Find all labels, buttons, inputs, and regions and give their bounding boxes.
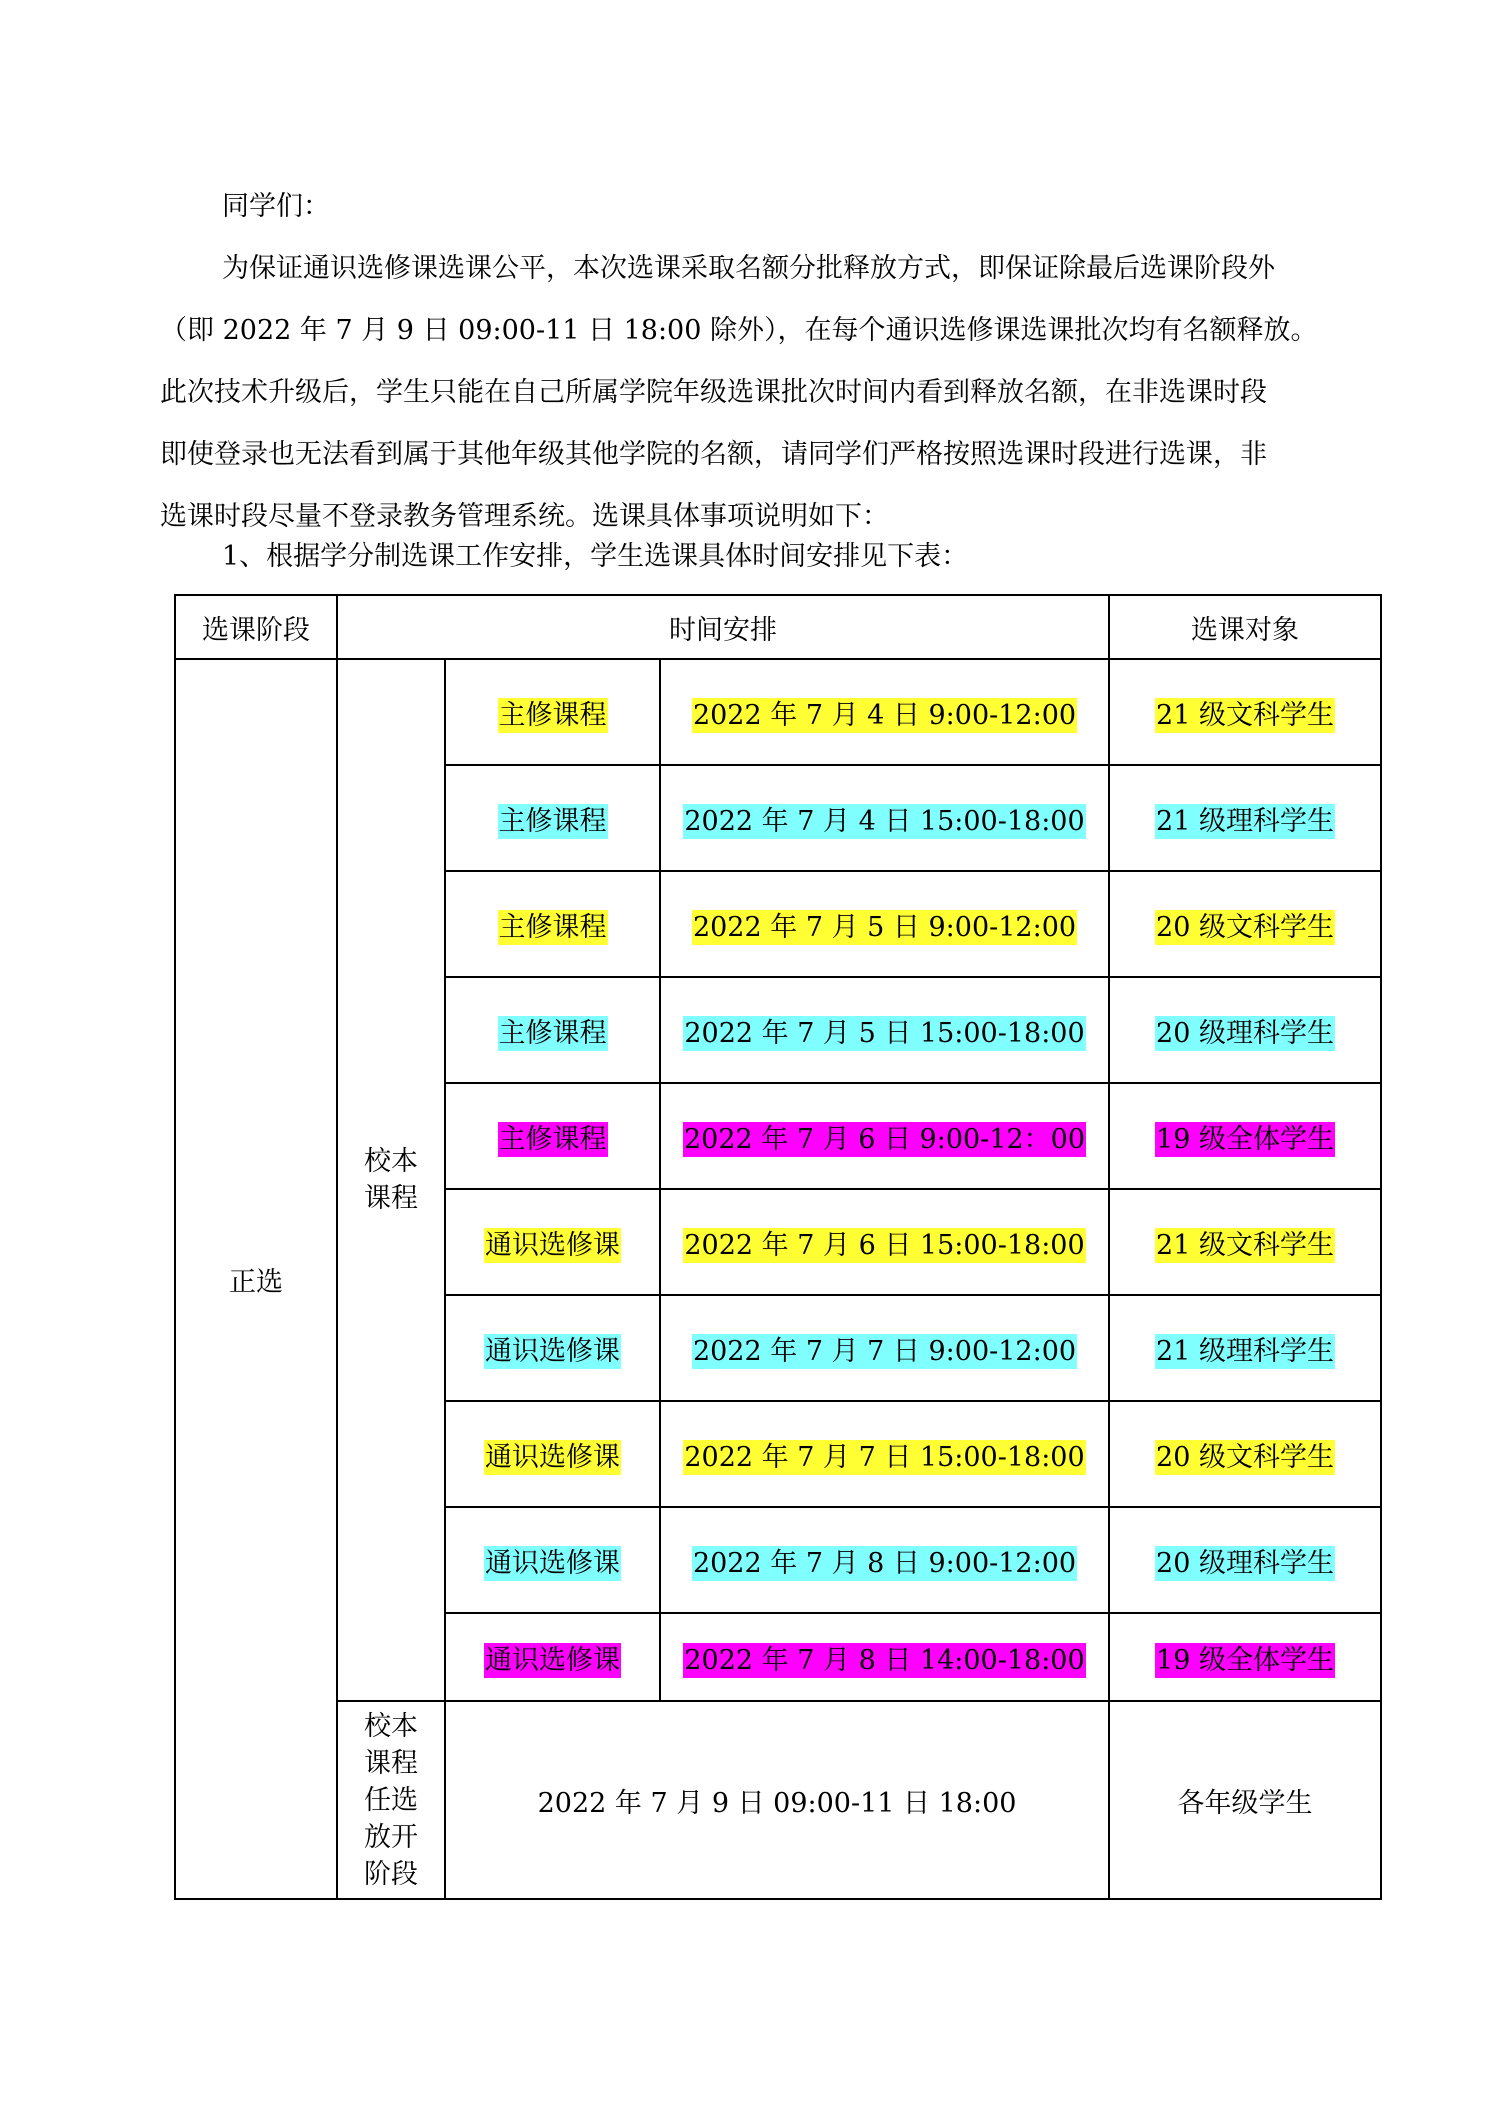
course-label: 主修课程 — [498, 805, 607, 837]
stage-cell: 正选 — [175, 659, 337, 1899]
course-label: 主修课程 — [498, 1123, 607, 1155]
time-cell — [660, 1295, 1109, 1401]
time-label: 2022 年 7 月 6 日 15:00-18:00 — [684, 1229, 1085, 1261]
table-row-any — [175, 1701, 1381, 1899]
target-label: 21 级理科学生 — [1156, 1335, 1334, 1367]
time-label: 2022 年 7 月 7 日 9:00-12:00 — [692, 1335, 1077, 1367]
course-label: 主修课程 — [498, 699, 607, 731]
target-cell — [1109, 1401, 1381, 1507]
time-label: 2022 年 7 月 4 日 15:00-18:00 — [684, 805, 1085, 837]
course-cell — [445, 765, 660, 871]
time-label: 2022 年 7 月 5 日 9:00-12:00 — [692, 911, 1077, 943]
greeting: 同学们： — [222, 191, 330, 222]
target-cell — [1109, 1295, 1381, 1401]
target-cell — [1109, 977, 1381, 1083]
target-cell-any: 各年级学生 — [1109, 1701, 1381, 1899]
target-cell — [1109, 1613, 1381, 1701]
time-cell — [660, 977, 1109, 1083]
target-label: 20 级理科学生 — [1156, 1017, 1334, 1049]
course-cell — [445, 1295, 660, 1401]
time-cell — [660, 1401, 1109, 1507]
course-cell — [445, 1189, 660, 1295]
course-label: 通识选修课 — [485, 1335, 620, 1367]
time-cell — [660, 1083, 1109, 1189]
header-time: 时间安排 — [337, 595, 1109, 659]
course-label: 通识选修课 — [485, 1547, 620, 1579]
course-label: 通识选修课 — [485, 1229, 620, 1261]
header-stage: 选课阶段 — [175, 595, 337, 659]
time-cell — [660, 1189, 1109, 1295]
time-cell — [660, 659, 1109, 765]
group-cell-main: 校本课程 — [337, 659, 445, 1701]
target-cell — [1109, 871, 1381, 977]
target-label: 19 级全体学生 — [1156, 1644, 1334, 1676]
course-label: 主修课程 — [498, 1017, 607, 1049]
target-label: 20 级文科学生 — [1156, 1441, 1334, 1473]
schedule-table — [174, 594, 1382, 1900]
table-header-row — [175, 595, 1381, 659]
time-label: 2022 年 7 月 8 日 14:00-18:00 — [684, 1644, 1085, 1676]
table-body — [175, 659, 1381, 1899]
group-cell-any: 校本课程任选放开阶段 — [337, 1701, 445, 1899]
time-cell — [660, 871, 1109, 977]
course-label: 通识选修课 — [485, 1644, 620, 1676]
target-label: 21 级理科学生 — [1156, 805, 1334, 837]
target-cell — [1109, 1189, 1381, 1295]
target-label: 20 级理科学生 — [1156, 1547, 1334, 1579]
time-cell — [660, 765, 1109, 871]
course-cell — [445, 977, 660, 1083]
time-label: 2022 年 7 月 4 日 9:00-12:00 — [692, 699, 1077, 731]
header-target: 选课对象 — [1109, 595, 1381, 659]
target-label: 19 级全体学生 — [1156, 1123, 1334, 1155]
target-label: 21 级文科学生 — [1156, 699, 1334, 731]
table-row — [175, 659, 1381, 765]
time-cell — [660, 1613, 1109, 1701]
target-cell — [1109, 659, 1381, 765]
target-label: 21 级文科学生 — [1156, 1229, 1334, 1261]
time-cell-any: 2022 年 7 月 9 日 09:00-11 日 18:00 — [445, 1701, 1109, 1899]
course-cell — [445, 659, 660, 765]
course-label: 主修课程 — [498, 911, 607, 943]
course-cell — [445, 1507, 660, 1613]
course-cell — [445, 1401, 660, 1507]
target-cell — [1109, 1507, 1381, 1613]
intro-line: 选课时段尽量不登录教务管理系统。选课具体事项说明如下： — [160, 501, 889, 532]
time-cell — [660, 1507, 1109, 1613]
course-label: 通识选修课 — [485, 1441, 620, 1473]
course-cell — [445, 1083, 660, 1189]
course-cell — [445, 1613, 660, 1701]
intro-line: 为保证通识选修课选课公平，本次选课采取名额分批释放方式，即保证除最后选课阶段外 — [222, 253, 1275, 284]
intro-line: 即使登录也无法看到属于其他年级其他学院的名额，请同学们严格按照选课时段进行选课，非 — [160, 439, 1267, 470]
target-label: 20 级文科学生 — [1156, 911, 1334, 943]
target-cell — [1109, 765, 1381, 871]
time-label: 2022 年 7 月 7 日 15:00-18:00 — [684, 1441, 1085, 1473]
intro-paragraph — [160, 238, 1380, 548]
target-cell — [1109, 1083, 1381, 1189]
intro-line: 此次技术升级后，学生只能在自己所属学院年级选课批次时间内看到释放名额，在非选课时段 — [160, 377, 1267, 408]
course-cell — [445, 871, 660, 977]
intro-line: （即 2022 年 7 月 9 日 09:00-11 日 18:00 除外），在每个通识选修课选课批次均有名额释放。 — [160, 315, 1318, 346]
item-1: 1、根据学分制选课工作安排，学生选课具体时间安排见下表： — [222, 541, 969, 572]
time-label: 2022 年 7 月 8 日 9:00-12:00 — [692, 1547, 1077, 1579]
time-label: 2022 年 7 月 6 日 9:00-12：00 — [683, 1123, 1086, 1155]
time-label: 2022 年 7 月 5 日 15:00-18:00 — [684, 1017, 1085, 1049]
